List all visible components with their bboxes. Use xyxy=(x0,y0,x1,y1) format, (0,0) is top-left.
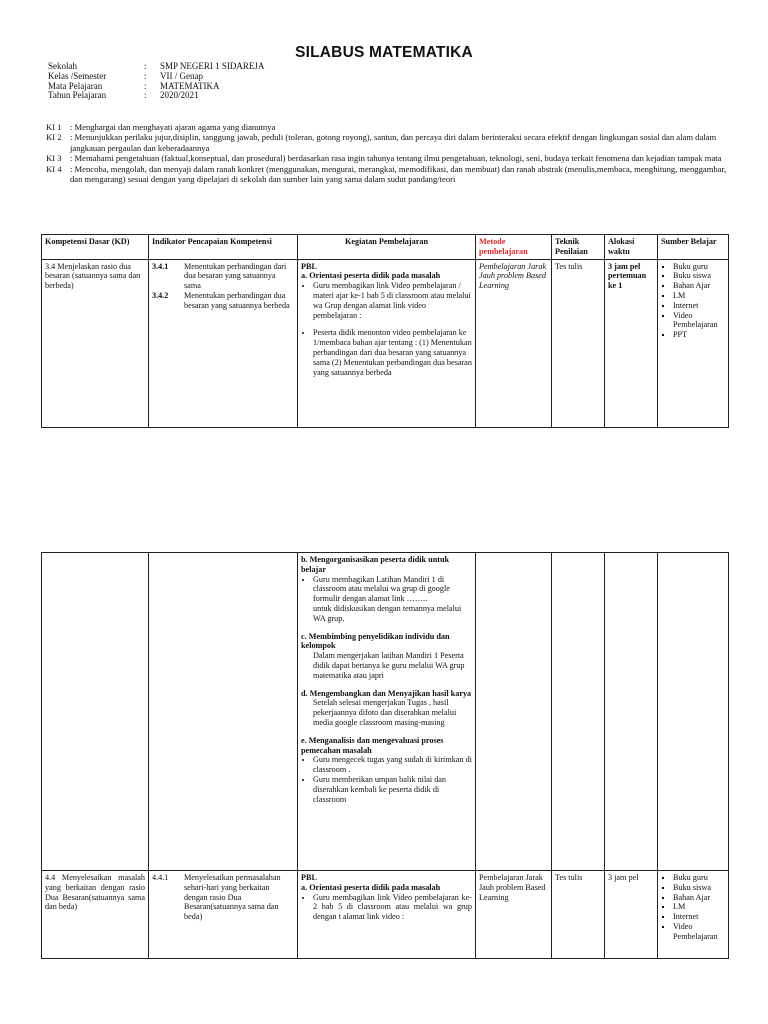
ipk-cell xyxy=(149,871,298,959)
meta-value: VII / Genap xyxy=(160,70,203,81)
ki-item: KI 2 : Menunjukkan perilaku jujur,disiplin, tanggung jawab, peduli (toleran, gotong royong), santun, dan percaya diri dalam berinteraksi secara efektif dengan lingkungan sosial dan alam dalam jangkauan pergaulan dan keberadaannya xyxy=(46,132,717,153)
alokasi-cell: 3 jam pel xyxy=(605,871,658,959)
ki-item: KI 1 : Menghargai dan menghayati ajaran agama yang dianutnya xyxy=(46,122,276,132)
list-item: ▪ Bahan Ajar xyxy=(673,281,725,291)
meta-key: Tahun Pelajaran xyxy=(48,90,107,101)
meta-row-year: Tahun Pelajaran : 2020/2021 xyxy=(48,90,199,101)
list-item: ▪ LM xyxy=(673,902,725,912)
kd-cell: 3.4 Menjelaskan rasio dua besaran (satuannya sama dan berbeda) xyxy=(42,259,149,427)
header-alokasi: Alokasi waktu xyxy=(605,235,658,260)
list-item: ▪ Internet xyxy=(673,912,725,922)
ipk-item: 3.4.2 Menentukan perbandingan dua besaran yang satuannya berbeda xyxy=(152,290,290,310)
header-teknik: Teknik Penilaian xyxy=(552,235,605,260)
header-sumber: Sumber Belajar xyxy=(658,235,729,260)
list-item: ▪ Internet xyxy=(673,301,725,311)
header-ipk: Indikator Pencapaian Kompetensi xyxy=(149,235,298,260)
step-b-note: untuk didiskusikan dengan temannya melalui WA grup. xyxy=(313,603,462,623)
step-e-title: e. Menganalisis dan mengevaluasi proses pemecahan masalah xyxy=(301,735,444,755)
list-item: ▪ Video Pembelajaran xyxy=(673,311,725,331)
meta-key: Sekolah xyxy=(48,61,77,71)
table-header-row xyxy=(42,235,729,260)
meta-value: SMP NEGERI 1 SIDAREJA xyxy=(160,61,265,71)
list-item: ▪ Buku guru xyxy=(673,262,725,272)
list-item: • Guru membagikan link Video pembelajaran ke-2 bab 5 di classroom atau melalui wa grup dengan t alamat link video : xyxy=(313,893,472,922)
header-kd: Kompetensi Dasar (KD) xyxy=(42,235,149,260)
alokasi-cell: 3 jam pel pertemuan ke 1 xyxy=(605,259,658,427)
step-c-text: Dalam mengerjakan latihan Mandiri 1 Peserta didik dapat bertanya ke guru melalui WA grup matematika atau japri xyxy=(313,651,465,680)
header-metode: Metode pembelajaran xyxy=(476,235,552,260)
document-title: SILABUS MATEMATIKA xyxy=(295,44,473,61)
list-item: • Guru membagikan link Video pembelajaran / materi ajar ke-1 bab 5 di classroom atau melalui wa Grup dengan alamat link video pembelajaran : xyxy=(313,281,472,320)
step-a-title: a. Orientasi peserta didik pada masalah xyxy=(301,271,441,281)
syllabus-table-part-2 xyxy=(41,552,729,959)
kegiatan-cell xyxy=(298,871,476,959)
list-item: • Guru membagikan Latihan Mandiri 1 di classroom atau melalui wa grup di google formulir dengan alamat link …….. xyxy=(313,575,472,604)
sumber-cell xyxy=(658,871,729,959)
ipk-cell xyxy=(149,259,298,427)
step-b-title: b. Mengorganisasikan peserta didik untuk belajar xyxy=(301,555,450,574)
list-item: ▪ Bahan Ajar xyxy=(673,893,725,903)
ipk-item: 4.4.1 Menyelesaikan permasalahan sehari-hari yang berkaitan dengan rasio Dua Besaran(satuannya sama dan beda) xyxy=(152,873,281,922)
list-item: ▪ PPT xyxy=(673,330,725,340)
metode-cell: Pembelajaran Jarak Jauh problem Based Learning xyxy=(476,259,552,427)
teknik-cell: Tes tulis xyxy=(552,259,605,427)
pbl-label: PBL xyxy=(301,873,317,882)
table-row xyxy=(42,259,729,427)
meta-value: MATEMATIKA xyxy=(160,80,220,91)
list-item: ▪ Buku siswa xyxy=(673,883,725,893)
meta-value: 2020/2021 xyxy=(160,90,199,101)
list-item: • Peserta didik menonton video pembelajaran ke 1/membaca bahan ajar tentang : (1) Menentukan perbandingan dari dua besaran yang satuannya sama (2) Menentukan perbandingan dua besaran yang satuannya berbeda xyxy=(313,328,472,377)
sumber-cell xyxy=(658,259,729,427)
step-a-title: a. Orientasi peserta didik pada masalah xyxy=(301,882,441,892)
teknik-cell: Tes tulis xyxy=(552,871,605,959)
kd-cell: 4.4 Menyelesaikan masalah yang berkaitan dengan rasio Dua Besaran(satuannya sama dan beda) xyxy=(42,871,149,959)
core-competencies xyxy=(46,122,736,184)
meta-row-class: Kelas /Semester : VII / Genap xyxy=(48,70,203,81)
meta-key: Mata Pelajaran xyxy=(48,80,103,91)
metode-cell: Pembelajaran Jarak Jauh problem Based Learning xyxy=(476,871,552,959)
ki-item: KI 4 : Mencoba, mengolah, dan menyaji dalam ranah konkret (menggunakan, mengurai, merangkai, memodifikasi, dan membuat) dan ranah abstrak (menulis,membaca, menghitung, menggambar, dan mengarang) sesuai dengan yang dipelajari di sekolah dan sumber lain yang sama dalam sudut pandang/teori xyxy=(46,163,727,185)
list-item: • Guru memberikan umpan balik nilai dan diserahkan kembali ke peserta didik di classroom xyxy=(313,775,472,804)
list-item: • Guru mengecek tugas yang sudah di kirimkan di classroom . xyxy=(313,755,472,775)
identity-block xyxy=(48,62,264,101)
step-c-title: c. Membimbing penyelidikan individu dan kelompok xyxy=(301,631,450,651)
ipk-item: 3.4.1 Menentukan perbandingan dari dua besaran yang satuannya sama xyxy=(152,261,287,291)
kegiatan-cell xyxy=(298,259,476,427)
header-kegiatan: Kegiatan Pembelajaran xyxy=(298,235,476,260)
list-item: ▪ Video Pembelajaran xyxy=(673,922,725,942)
list-item: ▪ Buku guru xyxy=(673,873,725,883)
step-d-text: Setelah selesai mengerjakan Tugas , hasil pekerjaannya difoto dan diserahkan melalui media google classroom masing-masing xyxy=(313,698,457,727)
meta-key: Kelas /Semester xyxy=(48,70,107,81)
meta-row-subject: Mata Pelajaran : MATEMATIKA xyxy=(48,80,220,91)
ki-item: KI 3 : Memahami pengetahuan (faktual,konseptual, dan prosedural) berdasarkan rasa ingin tahunya tentang ilmu pengetahuan, teknologi, seni, budaya terkait fenomena dan kejadian tampak mata xyxy=(46,153,722,164)
table-row xyxy=(42,553,729,871)
list-item: ▪ Buku siswa xyxy=(673,271,725,281)
kegiatan-cell xyxy=(298,553,476,871)
pbl-label: PBL xyxy=(301,261,317,271)
table-row xyxy=(42,871,729,959)
syllabus-table-part-1 xyxy=(41,234,729,428)
meta-row-school: Sekolah : SMP NEGERI 1 SIDAREJA xyxy=(48,61,265,71)
step-d-title: d. Mengembangkan dan Menyajikan hasil karya xyxy=(301,688,472,698)
list-item: ▪ LM xyxy=(673,291,725,301)
